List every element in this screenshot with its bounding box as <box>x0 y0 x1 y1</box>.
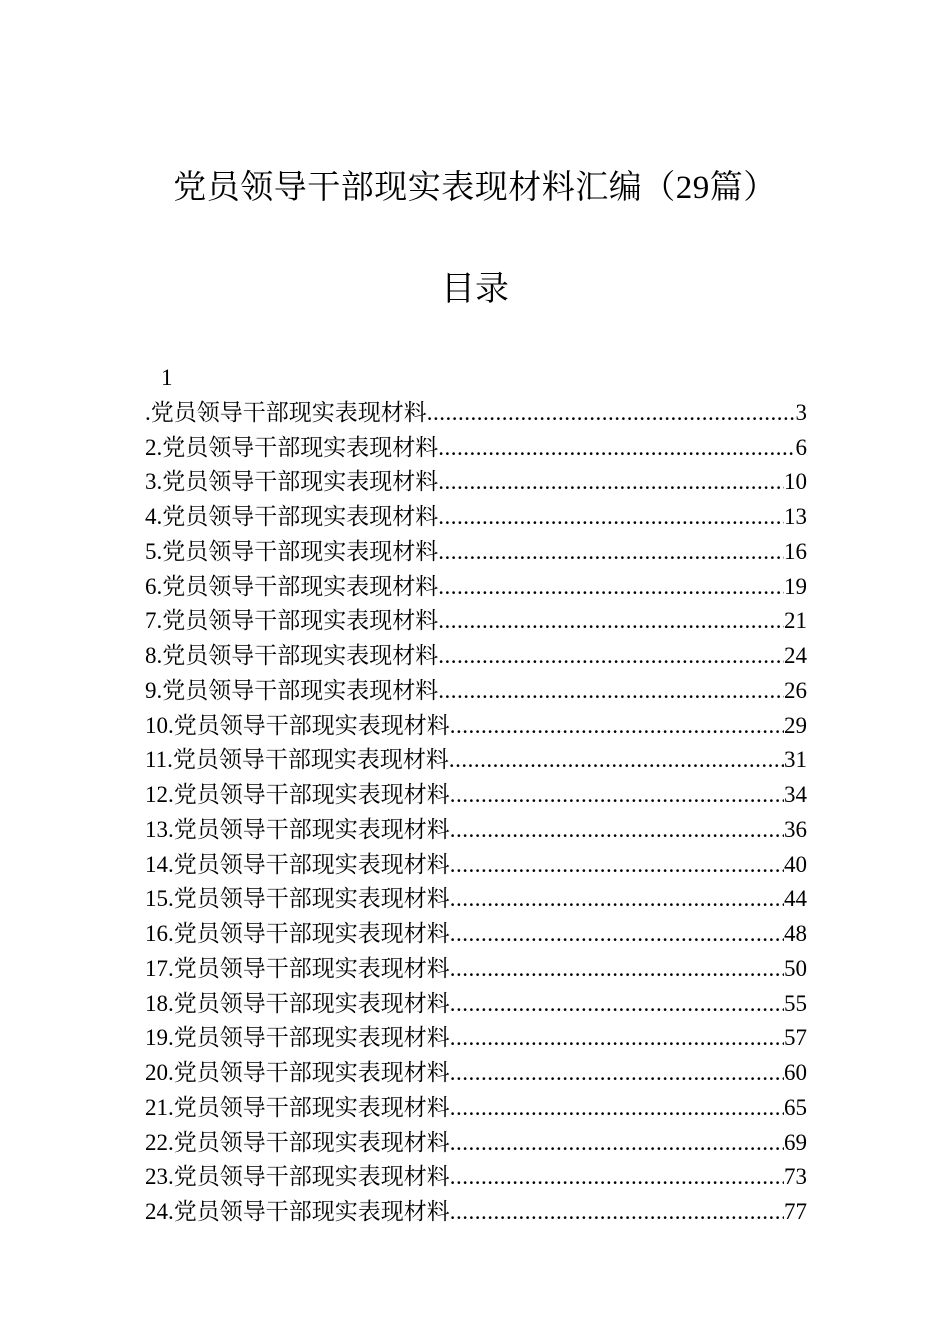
toc-entry-page-number: 21 <box>784 608 807 634</box>
toc-entry[interactable] <box>145 431 807 466</box>
toc-entry-page-number: 6 <box>795 434 807 460</box>
toc-dot-leader <box>450 778 784 812</box>
toc-entry[interactable] <box>145 1160 807 1195</box>
toc-entry[interactable] <box>145 917 807 952</box>
toc-dot-leader <box>438 604 784 638</box>
toc-entry[interactable] <box>145 674 807 709</box>
toc-entry-page-number: 57 <box>784 1025 807 1051</box>
toc-entry-page-number: 26 <box>784 677 807 703</box>
toc-first-item-number: 1 <box>161 365 173 390</box>
toc-entry-label: 20.党员领导干部现实表现材料 <box>145 1060 450 1085</box>
toc-entry[interactable] <box>145 1056 807 1091</box>
toc-entry-label: 23.党员领导干部现实表现材料 <box>145 1164 450 1190</box>
toc-entry-label: 11.党员领导干部现实表现材料 <box>145 747 449 773</box>
toc-dot-leader <box>438 431 795 465</box>
toc-entry-label: 12.党员领导干部现实表现材料 <box>145 782 450 807</box>
toc-dot-leader <box>438 535 784 569</box>
toc-entry[interactable] <box>145 604 807 639</box>
toc-entry[interactable] <box>145 1021 807 1056</box>
toc-entry-label: 5.党员领导干部现实表现材料 <box>145 538 439 564</box>
table-of-contents <box>145 361 807 1230</box>
toc-entry[interactable] <box>145 952 807 987</box>
toc-dot-leader <box>438 639 784 673</box>
toc-entry-page-number: 16 <box>784 538 807 564</box>
toc-entry-page-number: 73 <box>784 1164 807 1190</box>
toc-entry[interactable] <box>145 709 807 744</box>
toc-entry-page-number: 48 <box>784 921 807 946</box>
toc-entry[interactable] <box>145 500 807 535</box>
toc-entry-page-number: 34 <box>784 782 807 807</box>
toc-entry[interactable] <box>145 743 807 778</box>
toc-entry-label: 8.党员领导干部现实表现材料 <box>145 643 439 668</box>
toc-dot-leader <box>450 952 784 986</box>
toc-entry-page-number: 24 <box>784 643 807 668</box>
toc-entry-label: 4.党员领导干部现实表现材料 <box>145 504 439 529</box>
toc-entry-page-number: 10 <box>784 469 807 495</box>
toc-entry-page-number: 77 <box>784 1199 807 1224</box>
toc-entry[interactable] <box>145 882 807 917</box>
toc-entry[interactable] <box>145 848 807 883</box>
toc-dot-leader <box>450 1021 784 1055</box>
toc-entry-page-number: 65 <box>784 1094 807 1120</box>
toc-dot-leader <box>450 1091 784 1125</box>
toc-dot-leader <box>438 500 784 534</box>
toc-entry-label: 19.党员领导干部现实表现材料 <box>145 1025 450 1051</box>
toc-entry[interactable] <box>145 570 807 605</box>
toc-dot-leader <box>438 465 784 499</box>
toc-entry-page-number: 40 <box>784 851 807 877</box>
toc-dot-leader <box>450 882 784 916</box>
toc-entry-label: 16.党员领导干部现实表现材料 <box>145 921 450 946</box>
toc-dot-leader <box>450 1056 784 1090</box>
toc-entry-label: 14.党员领导干部现实表现材料 <box>145 851 450 877</box>
toc-entry-page-number: 55 <box>784 990 807 1016</box>
toc-dot-leader <box>427 396 796 430</box>
toc-dot-leader <box>450 848 784 882</box>
toc-entry-page-number: 29 <box>784 712 807 738</box>
toc-entry-label: .党员领导干部现实表现材料 <box>145 399 427 425</box>
toc-entry-page-number: 3 <box>795 399 807 425</box>
toc-entry[interactable] <box>145 1091 807 1126</box>
toc-entry-label: 6.党员领导干部现实表现材料 <box>145 573 439 599</box>
toc-dot-leader <box>450 813 784 847</box>
toc-dot-leader <box>438 674 784 708</box>
toc-entry-label: 2.党员领导干部现实表现材料 <box>145 434 439 460</box>
toc-entry-page-number: 31 <box>784 747 807 773</box>
toc-entry-page-number: 44 <box>784 886 807 912</box>
document-title: 党员领导干部现实表现材料汇编（29篇） <box>173 170 777 206</box>
toc-entry-page-number: 13 <box>784 504 807 529</box>
toc-entry-page-number: 36 <box>784 816 807 842</box>
toc-heading: 目录 <box>441 271 509 308</box>
toc-entry-label: 17.党员领导干部现实表现材料 <box>145 955 450 981</box>
toc-entry-label: 18.党员领导干部现实表现材料 <box>145 990 450 1016</box>
toc-dot-leader <box>449 743 784 777</box>
toc-dot-leader <box>450 917 784 951</box>
toc-entry-label: 22.党员领导干部现实表现材料 <box>145 1129 450 1155</box>
toc-entry-label: 13.党员领导干部现实表现材料 <box>145 816 450 842</box>
toc-entry-page-number: 60 <box>784 1060 807 1085</box>
toc-entry-label: 15.党员领导干部现实表现材料 <box>145 886 450 912</box>
toc-entry[interactable] <box>145 813 807 848</box>
toc-dot-leader <box>450 987 784 1021</box>
toc-entry[interactable] <box>145 465 807 500</box>
toc-entry-label: 10.党员领导干部现实表现材料 <box>145 712 450 738</box>
toc-entry[interactable] <box>145 987 807 1022</box>
toc-entry-label: 21.党员领导干部现实表现材料 <box>145 1094 450 1120</box>
toc-entry-label: 7.党员领导干部现实表现材料 <box>145 608 439 634</box>
toc-dot-leader <box>438 570 784 604</box>
toc-entry-page-number: 69 <box>784 1129 807 1155</box>
toc-entry[interactable] <box>145 535 807 570</box>
toc-entry-label: 9.党员领导干部现实表现材料 <box>145 677 439 703</box>
toc-entry[interactable] <box>145 778 807 813</box>
toc-dot-leader <box>450 1160 784 1194</box>
toc-dot-leader <box>450 1126 784 1160</box>
toc-dot-leader <box>450 709 784 743</box>
toc-entry-page-number: 50 <box>784 955 807 981</box>
toc-spacer <box>145 361 807 396</box>
toc-entry-label: 3.党员领导干部现实表现材料 <box>145 469 439 495</box>
toc-entry-label: 24.党员领导干部现实表现材料 <box>145 1199 450 1224</box>
toc-entry[interactable] <box>145 639 807 674</box>
toc-entry[interactable] <box>145 1126 807 1161</box>
toc-entry[interactable] <box>145 396 807 431</box>
toc-entry[interactable] <box>145 1195 807 1230</box>
toc-entry-page-number: 19 <box>784 573 807 599</box>
toc-dot-leader <box>450 1195 784 1229</box>
